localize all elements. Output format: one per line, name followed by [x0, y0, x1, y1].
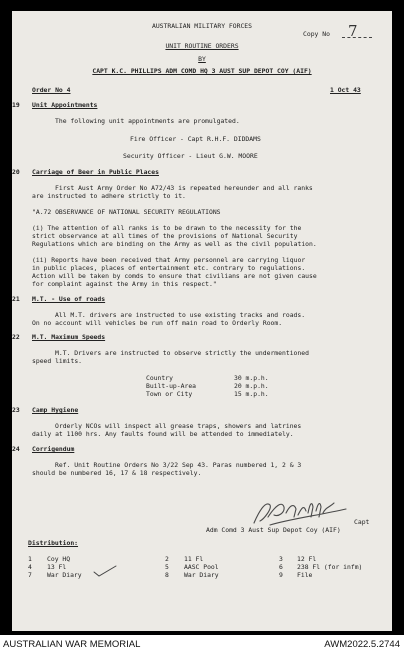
dist-item: Coy HQ	[47, 555, 71, 563]
dist-num: 1	[28, 555, 32, 563]
para-text: should be numbered 16, 17 & 18 respectively.	[32, 469, 202, 477]
tick-mark-icon	[92, 564, 118, 578]
para-heading-19: Unit Appointments	[32, 101, 98, 109]
speed-place: Town or City	[146, 390, 193, 398]
para-text: daily at 1100 hrs. Any faults found will be attended to immediately.	[32, 430, 294, 438]
para-heading-21: M.T. - Use of roads	[32, 295, 106, 303]
header-title: AUSTRALIAN MILITARY FORCES	[151, 22, 253, 30]
dist-num: 5	[165, 563, 169, 571]
para-heading-22: M.T. Maximum Speeds	[32, 333, 106, 341]
copy-no-value: 7	[348, 22, 358, 40]
dist-item: War Diary	[184, 571, 219, 579]
dist-item: AASC Pool	[184, 563, 219, 571]
appointment: Fire Officer - Capt R.H.F. DIDDAMS	[130, 135, 261, 143]
distribution-heading: Distribution:	[28, 539, 79, 547]
para-text: Regulations which are binding on the Army as well as the civil population.	[32, 240, 317, 248]
para-num-22: 22	[12, 333, 20, 341]
speed-limit: 30 m.p.h.	[234, 374, 269, 382]
dist-num: 7	[28, 571, 32, 579]
para-text: strict observance at all times of the provisions of National Security	[32, 232, 298, 240]
dist-item: War Diary	[47, 571, 82, 579]
footer-source: AUSTRALIAN WAR MEMORIAL	[3, 639, 141, 650]
dist-item: File	[297, 571, 313, 579]
dist-num: 8	[165, 571, 169, 579]
para-text: (i) The attention of all ranks is to be drawn to the necessity for the	[32, 224, 302, 232]
para-text: for complaint against the Army in this respect."	[32, 280, 217, 288]
para-text: All M.T. drivers are instructed to use existing tracks and roads.	[55, 311, 306, 319]
para-num-21: 21	[12, 295, 20, 303]
signoff-rank: Capt	[354, 518, 370, 526]
dist-item: 13 Fl	[47, 563, 67, 571]
issuer: CAPT K.C. PHILLIPS ADM COMD HQ 3 AUST SUP DEPOT COY (AIF)	[92, 67, 312, 75]
para-num-24: 24	[12, 445, 20, 453]
para-text: M.T. Drivers are instructed to observe strictly the undermentioned	[55, 349, 309, 357]
dist-item: 12 Fl	[297, 555, 317, 563]
dist-item: 11 Fl	[184, 555, 204, 563]
dist-item: 238 Fl (for infm)	[297, 563, 363, 571]
speed-place: Country	[146, 374, 173, 382]
document-page	[12, 11, 392, 631]
para-text: On no account will vehicles be run off main road to Orderly Room.	[32, 319, 283, 327]
para-heading-23: Camp Hygiene	[32, 406, 79, 414]
para-text: Orderly NCOs will inspect all grease traps, showers and latrines	[55, 422, 302, 430]
para-text: First Aust Army Order No A72/43 is repeated hereunder and all ranks	[55, 184, 313, 192]
para-text: Action will be taken by comds to ensure that civilians are not given cause	[32, 272, 317, 280]
speed-limit: 20 m.p.h.	[234, 382, 269, 390]
dist-num: 3	[279, 555, 283, 563]
dist-num: 6	[279, 563, 283, 571]
speed-limit: 15 m.p.h.	[234, 390, 269, 398]
para-num-23: 23	[12, 406, 20, 414]
footer-bar	[0, 635, 404, 653]
para-text: in public places, places of entertainment etc. contrary to regulations.	[32, 264, 306, 272]
speed-place: Built-up-Area	[146, 382, 197, 390]
order-no: Order No 4	[32, 86, 71, 94]
copy-no-line	[342, 37, 372, 38]
para-text: are instructed to adhere strictly to it.	[32, 192, 186, 200]
dist-num: 9	[279, 571, 283, 579]
para-text: Ref. Unit Routine Orders No 3/22 Sep 43. Paras numbered 1, 2 & 3	[55, 461, 302, 469]
appointment: Security Officer - Lieut G.W. MOORE	[123, 152, 258, 160]
by-label: BY	[198, 55, 206, 63]
order-date: 1 Oct 43	[330, 86, 361, 94]
para-heading-24: Corrigendum	[32, 445, 75, 453]
para-heading-20: Carriage of Beer in Public Places	[32, 168, 159, 176]
subtitle: UNIT ROUTINE ORDERS	[165, 42, 239, 50]
copy-no-label: Copy No	[303, 30, 330, 38]
para-num-20: 20	[12, 168, 20, 176]
dist-num: 2	[165, 555, 169, 563]
para-text: The following unit appointments are promulgated.	[55, 117, 240, 125]
footer-accession: AWM2022.5.2744	[324, 639, 400, 650]
quote-title: "A.72 OBSERVANCE OF NATIONAL SECURITY REGULATIONS	[32, 208, 221, 216]
signoff-unit: Adm Comd 3 Aust Sup Depot Coy (AIF)	[206, 526, 341, 534]
para-num-19: 19	[12, 101, 20, 109]
para-text: speed limits.	[32, 357, 83, 365]
para-text: (ii) Reports have been received that Army personnel are carrying liquor	[32, 256, 306, 264]
handwritten-signature	[250, 495, 350, 529]
dist-num: 4	[28, 563, 32, 571]
